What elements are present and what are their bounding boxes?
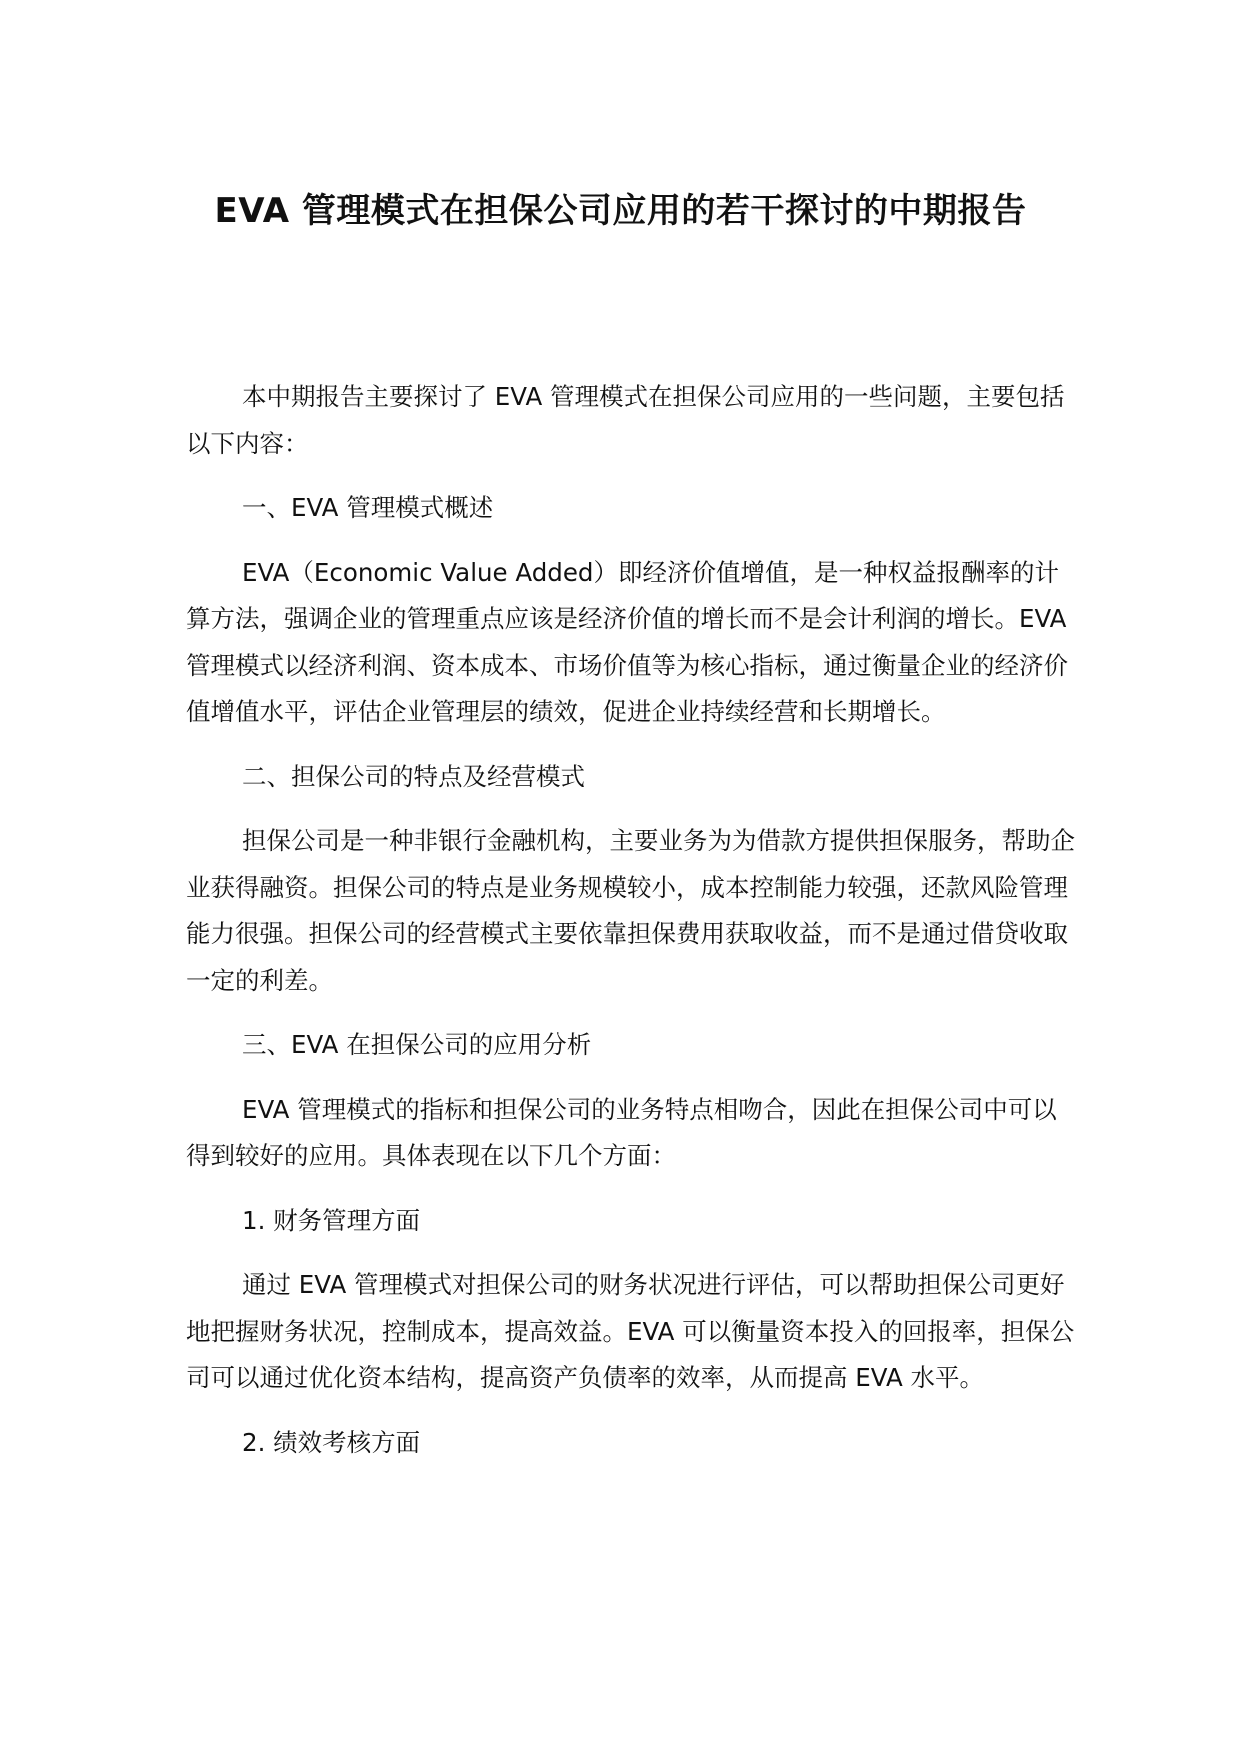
subheading-performance-assessment: 2. 绩效考核方面 xyxy=(242,1427,421,1457)
paragraph-eva-application: EVA 管理模式的指标和担保公司的业务特点相吻合，因此在担保公司中可以得到较好的应用。具体表现在以下几个方面： xyxy=(186,1094,1057,1170)
paragraph-financial-management: 通过 EVA 管理模式对担保公司的财务状况进行评估，可以帮助担保公司更好地把握财务状况，控制成本，提高效益。EVA 可以衡量资本投入的回报率，担保公司可以通过优化资本结构，提高资产负债率的效率，从而提高 EVA 水平。 xyxy=(186,1270,1075,1392)
section-heading-2: 二、担保公司的特点及经营模式 xyxy=(242,761,585,791)
section-heading-3: 三、EVA 在担保公司的应用分析 xyxy=(242,1030,592,1059)
section-heading-1: 一、EVA 管理模式概述 xyxy=(242,493,494,522)
intro-paragraph: 本中期报告主要探讨了 EVA 管理模式在担保公司应用的一些问题，主要包括以下内容： xyxy=(186,382,1065,458)
document-title: EVA 管理模式在担保公司应用的若干探讨的中期报告 xyxy=(214,191,1027,231)
paragraph-guarantee-company: 担保公司是一种非银行金融机构，主要业务为为借款方提供担保服务，帮助企业获得融资。担保公司的特点是业务规模较小，成本控制能力较强，还款风险管理能力很强。担保公司的经营模式主要依靠担保费用获取收益，而不是通过借贷收取一定的利差。 xyxy=(186,826,1075,995)
subheading-financial-management: 1. 财务管理方面 xyxy=(242,1205,421,1235)
document-body xyxy=(186,374,1076,1466)
paragraph-eva-overview: EVA（Economic Value Added）即经济价值增值，是一种权益报酬率的计算方法，强调企业的管理重点应该是经济价值的增长而不是会计利润的增长。EVA 管理模式以经济利润、资本成本、市场价值等为核心指标，通过衡量企业的经济价值增值水平，评估企业管理层的绩效，促进企业持续经营和长期增长。 xyxy=(186,557,1068,726)
